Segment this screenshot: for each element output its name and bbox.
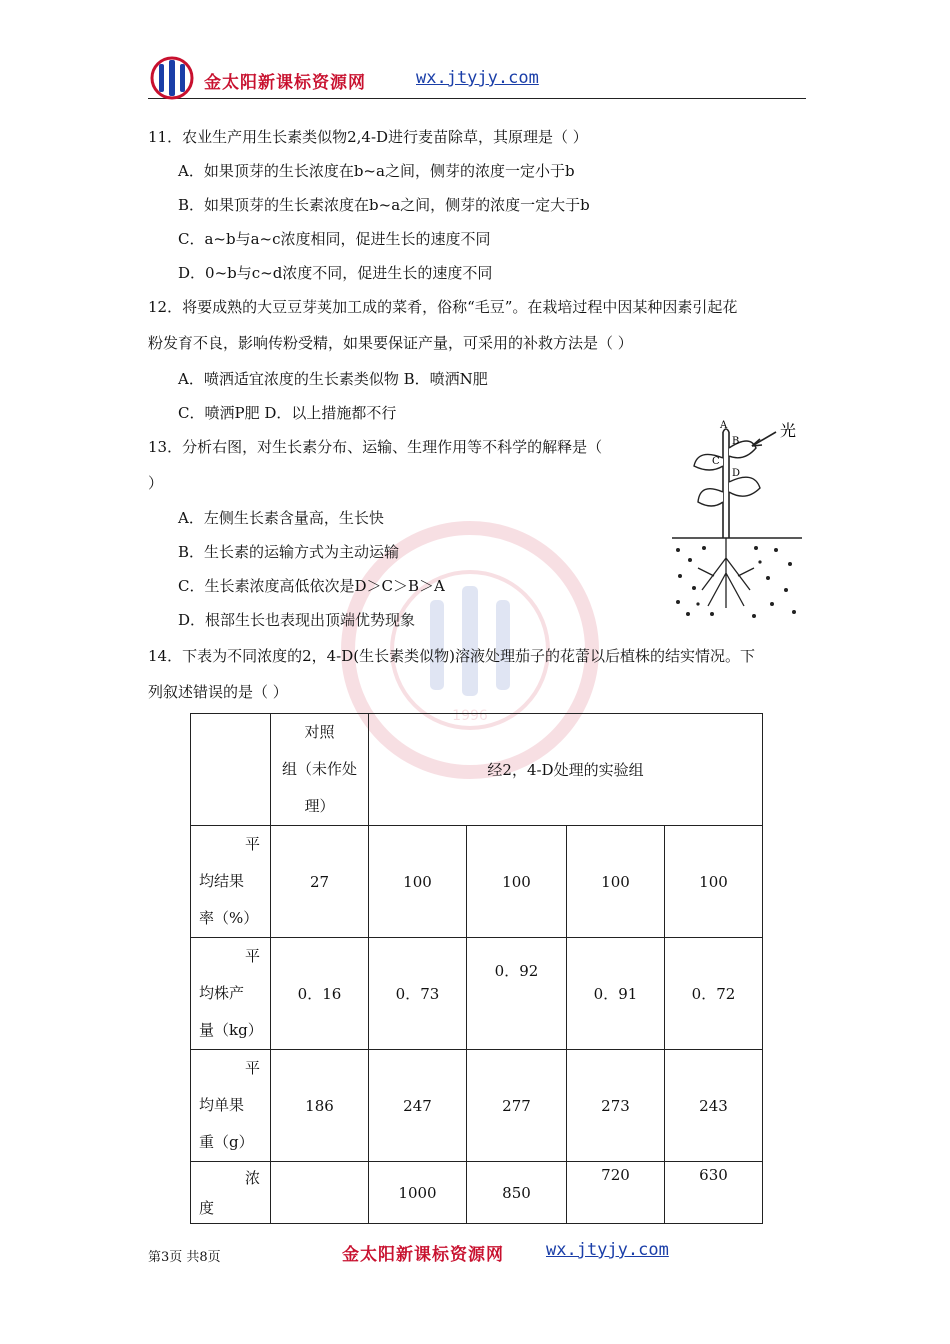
table-cell: 1000 — [369, 1162, 467, 1224]
q12-options-line1: A．喷洒适宜浓度的生长素类似物 B．喷洒N肥 — [178, 370, 488, 388]
table-cell: 0．92 — [467, 938, 567, 1050]
q11-option-b: B．如果顶芽的生长素浓度在b~a之间，侧芽的浓度一定大于b — [178, 196, 590, 214]
table-header-row — [191, 714, 763, 826]
q12-stem-line1: 12．将要成熟的大豆豆芽荚加工成的菜肴，俗称“毛豆”。在栽培过程中因某种因素引起花 — [148, 298, 738, 316]
table-cell: 0．16 — [271, 938, 369, 1050]
q13-stem-line2: ） — [148, 474, 164, 492]
q12-options-line2: C．喷洒P肥 D．以上措施都不行 — [178, 404, 397, 422]
row-head-yield: 平 均株产 量（kg） — [191, 938, 271, 1050]
label-a: A — [720, 420, 728, 431]
table-row — [191, 1050, 763, 1162]
label-d: D — [732, 468, 741, 479]
row-head-fruit-rate: 平 均结果 率（%） — [191, 826, 271, 938]
plant-figure — [668, 418, 806, 620]
table-row — [191, 938, 763, 1050]
table-cell: 243 — [665, 1050, 763, 1162]
light-label: 光 — [780, 421, 797, 440]
q11-option-d: D．0~b与c~d浓度不同，促进生长的速度不同 — [178, 264, 493, 282]
table-corner-cell — [191, 714, 271, 826]
header-brand: 金太阳新课标资源网 — [204, 73, 366, 93]
q13-option-d: D．根部生长也表现出顶端优势现象 — [178, 611, 416, 629]
table-cell: 100 — [369, 826, 467, 938]
table-cell: 27 — [271, 826, 369, 938]
table-cell: 0．73 — [369, 938, 467, 1050]
footer-brand: 金太阳新课标资源网 — [342, 1245, 504, 1265]
experiment-header: 经2，4-D处理的实验组 — [369, 714, 763, 826]
results-table — [190, 713, 763, 1224]
q14-stem-line1: 14．下表为不同浓度的2，4-D(生长素类似物)溶液处理茄子的花蕾以后植株的结实情况。下 — [148, 647, 755, 665]
table-cell: 0．91 — [567, 938, 665, 1050]
page-header — [148, 56, 806, 99]
table-cell: 100 — [467, 826, 567, 938]
table-cell: 720 — [567, 1162, 665, 1224]
label-b: B — [732, 436, 740, 447]
q12-stem-line2: 粉发育不良，影响传粉受精，如果要保证产量，可采用的补救方法是（ ） — [148, 334, 633, 352]
q13-option-a: A．左侧生长素含量高，生长快 — [178, 509, 384, 527]
table-cell: 630 — [665, 1162, 763, 1224]
table-row — [191, 1162, 763, 1224]
q11-stem: 11．农业生产用生长素类似物2,4-D进行麦苗除草，其原理是（ ） — [148, 128, 588, 146]
q13-option-c: C．生长素浓度高低依次是D＞C＞B＞A — [178, 577, 445, 595]
q11-option-a: A．如果顶芽的生长浓度在b~a之间，侧芽的浓度一定小于b — [178, 162, 575, 180]
footer-site-link[interactable]: wx.jtyjy.com — [546, 1240, 669, 1260]
table-cell: 100 — [567, 826, 665, 938]
table-cell: 247 — [369, 1050, 467, 1162]
table-cell: 277 — [467, 1050, 567, 1162]
q13-stem-line1: 13．分析右图，对生长素分布、运输、生理作用等不科学的解释是（ — [148, 438, 603, 456]
svg-text:1996: 1996 — [452, 708, 488, 724]
q14-stem-line2: 列叙述错误的是（ ） — [148, 683, 288, 701]
table-row — [191, 826, 763, 938]
jty-logo-icon — [148, 56, 196, 100]
label-c: C — [712, 456, 720, 467]
table-cell: 186 — [271, 1050, 369, 1162]
page-number: 第3页 共8页 — [148, 1250, 221, 1265]
q13-option-b: B．生长素的运输方式为主动运输 — [178, 543, 400, 561]
header-site-link[interactable]: wx.jtyjy.com — [416, 68, 539, 88]
table-cell: 850 — [467, 1162, 567, 1224]
table-cell — [271, 1162, 369, 1224]
q11-option-c: C．a~b与a~c浓度相同，促进生长的速度不同 — [178, 230, 491, 248]
table-cell: 0．72 — [665, 938, 763, 1050]
row-head-concentration: 浓 度 — [191, 1162, 271, 1224]
table-cell: 273 — [567, 1050, 665, 1162]
row-head-fruit-weight: 平 均单果 重（g） — [191, 1050, 271, 1162]
table-cell: 100 — [665, 826, 763, 938]
control-header: 对照 组（未作处 理） — [271, 714, 369, 826]
